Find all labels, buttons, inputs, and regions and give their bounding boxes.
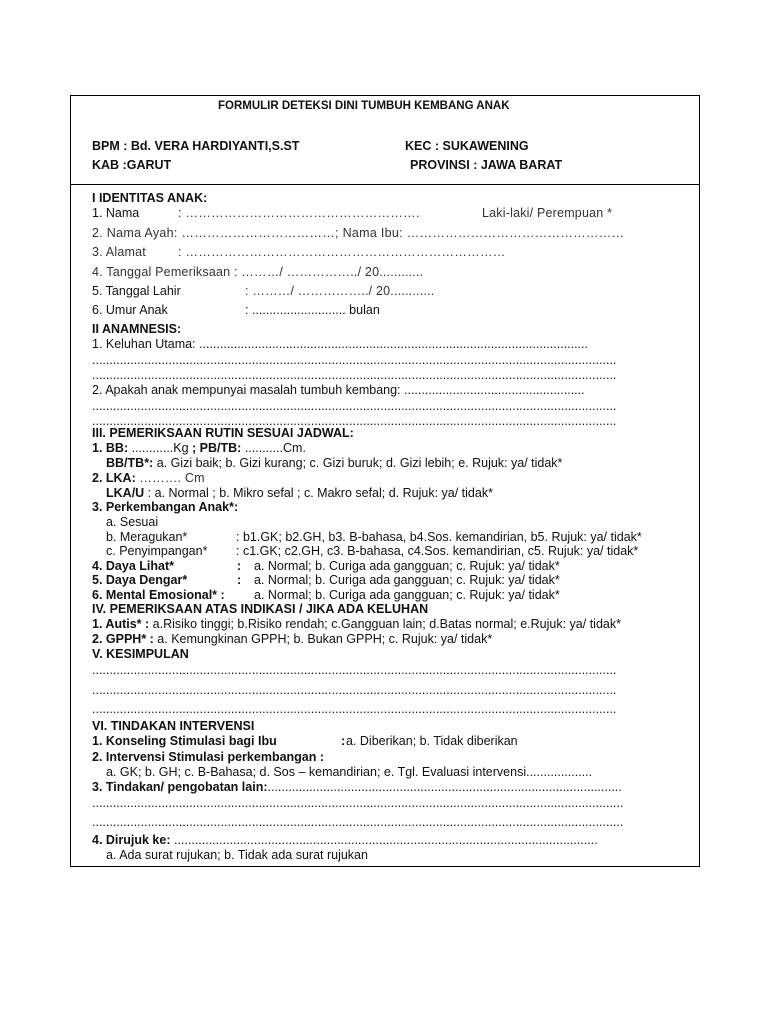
pengobatan-field[interactable]: ...................................................................................................... [267, 780, 622, 794]
mental-emosional-label: 6. Mental Emosional* : [92, 588, 225, 602]
masalah-tumbuh-kembang-field[interactable]: 2. Apakah anak mempunyai masalah tumbuh kembang: .................................................... [92, 383, 585, 397]
bbtb-label: BB/TB*: [106, 456, 154, 470]
section-kesimpulan-heading: V. KESIMPULAN [92, 647, 189, 661]
nama-label: 1. Nama [92, 206, 140, 220]
nama-ayah-ibu-field[interactable]: 2. Nama Ayah: ………………………………; Nama Ibu: …………………………………………… [92, 226, 625, 240]
mental-emosional-options[interactable]: a. Normal; b. Curiga ada gangguan; c. Rujuk: ya/ tidak* [254, 588, 560, 602]
perkembangan-penyimpangan-options[interactable]: : c1.GK; c2.GH, c3. B-bahasa, c4.Sos. kemandirian, c5. Rujuk: ya/ tidak* [236, 544, 639, 558]
lkau-label: LKA/U [106, 486, 145, 500]
section-tindakan-heading: VI. TINDAKAN INTERVENSI [92, 719, 255, 733]
dirujuk-field[interactable]: .......................................................................................................................... [170, 833, 598, 847]
section-anamnesis-heading: II ANAMNESIS: [92, 322, 182, 336]
tanggal-lahir-field[interactable]: : ………/ ……………../ 20............ [245, 284, 435, 298]
kab-label: KAB :GARUT [92, 158, 172, 172]
konseling-colon: : [341, 734, 346, 748]
alamat-label: 3. Alamat [92, 245, 146, 259]
dirujuk-label: 4. Dirujuk ke: [92, 833, 171, 847]
pengobatan-line-2[interactable]: ......................................................................................................................................................... [92, 815, 624, 829]
daya-dengar-label: 5. Daya Dengar* [92, 573, 188, 587]
masalah-line-1[interactable]: ....................................................................................................................................................... [92, 399, 617, 413]
bb-label: 1. BB: [92, 441, 129, 455]
kesimpulan-line-2[interactable]: ....................................................................................................................................................... [92, 683, 617, 697]
rujukan-options[interactable]: a. Ada surat rujukan; b. Tidak ada surat rujukan [106, 848, 368, 862]
perkembangan-penyimpangan-label: c. Penyimpangan* [106, 544, 208, 558]
gender-option[interactable]: Laki-laki/ Perempuan * [482, 206, 613, 220]
form-title: FORMULIR DETEKSI DINI TUMBUH KEMBANG ANAK [218, 100, 510, 112]
section-identitas-heading: I IDENTITAS ANAK: [92, 191, 208, 205]
perkembangan-meragukan-label: b. Meragukan* [106, 530, 188, 544]
section-pemeriksaan-heading: III. PEMERIKSAAN RUTIN SESUAI JADWAL: [92, 426, 354, 440]
alamat-field[interactable]: : ………………………………………………………………… [178, 245, 506, 259]
pbtb-label: ; PB/TB: [192, 441, 242, 455]
lka-field[interactable]: ………. Cm [135, 471, 205, 485]
konseling-label: 1. Konseling Stimulasi bagi Ibu [92, 734, 277, 748]
bbtb-row[interactable] [106, 456, 562, 470]
gpph-label: 2. GPPH* : [92, 632, 154, 646]
autis-options[interactable]: a.Risiko tinggi; b.Risiko rendah; c.Gangguan lain; d.Batas normal; e.Rujuk: ya/ tidak* [149, 617, 621, 631]
intervensi-options[interactable]: a. GK; b. GH; c. B-Bahasa; d. Sos – kemandirian; e. Tgl. Evaluasi intervensi................... [106, 765, 593, 779]
provinsi-label: PROVINSI : JAWA BARAT [410, 158, 563, 172]
tanggal-lahir-label: 5. Tanggal Lahir [92, 284, 181, 298]
autis-row[interactable] [92, 617, 621, 631]
autis-label: 1. Autis* : [92, 617, 150, 631]
keluhan-utama-field[interactable]: 1. Keluhan Utama: ................................................................................................................ [92, 337, 588, 351]
pengobatan-line-1[interactable]: ......................................................................................................................................................... [92, 796, 624, 810]
section-indikasi-heading: IV. PEMERIKSAAN ATAS INDIKASI / JIKA ADA KELUHAN [92, 602, 429, 616]
lka-row[interactable] [92, 471, 205, 485]
bbtb-options[interactable]: a. Gizi baik; b. Gizi kurang; c. Gizi buruk; d. Gizi lebih; e. Rujuk: ya/ tidak* [153, 456, 563, 470]
perkembangan-meragukan-options[interactable]: : b1.GK; b2.GH, b3. B-bahasa, b4.Sos. kemandirian, b5. Rujuk: ya/ tidak* [236, 530, 642, 544]
pbtb-field[interactable]: ...........Cm. [241, 441, 306, 455]
daya-dengar-options[interactable]: a. Normal; b. Curiga ada gangguan; c. Rujuk: ya/ tidak* [254, 573, 560, 587]
perkembangan-sesuai[interactable]: a. Sesuai [106, 515, 159, 529]
dirujuk-row[interactable] [92, 833, 598, 847]
gpph-options[interactable]: a. Kemungkinan GPPH; b. Bukan GPPH; c. Rujuk: ya/ tidak* [153, 632, 493, 646]
nama-field[interactable]: : ………………………………………………. [178, 206, 420, 220]
masalah-line-2[interactable]: ....................................................................................................................................................... [92, 414, 617, 428]
umur-field[interactable]: : ........................... bulan [245, 303, 380, 317]
kec-label: KEC : SUKAWENING [405, 139, 529, 153]
bpm-label: BPM : Bd. VERA HARDIYANTI,S.ST [92, 139, 300, 153]
kesimpulan-line-3[interactable]: ....................................................................................................................................................... [92, 702, 617, 716]
daya-lihat-label: 4. Daya Lihat* [92, 559, 174, 573]
daya-dengar-colon: : [237, 573, 242, 587]
konseling-options[interactable]: a. Diberikan; b. Tidak diberikan [346, 734, 518, 748]
lkau-row[interactable] [106, 486, 493, 500]
lkau-options[interactable]: : a. Normal ; b. Mikro sefal ; c. Makro sefal; d. Rujuk: ya/ tidak* [144, 486, 493, 500]
gpph-row[interactable] [92, 632, 492, 646]
tanggal-pemeriksaan-field[interactable]: 4. Tanggal Pemeriksaan : ………/ ……………../ 20............ [92, 265, 424, 279]
umur-label: 6. Umur Anak [92, 303, 168, 317]
bb-field[interactable]: ............Kg [128, 441, 193, 455]
daya-lihat-colon: : [237, 559, 242, 573]
keluhan-line-1[interactable]: ....................................................................................................................................................... [92, 353, 617, 367]
kesimpulan-line-1[interactable]: ....................................................................................................................................................... [92, 663, 617, 677]
pengobatan-row[interactable] [92, 780, 622, 794]
keluhan-line-2[interactable]: ....................................................................................................................................................... [92, 368, 617, 382]
bb-pbtb-row[interactable] [92, 441, 306, 455]
daya-lihat-options[interactable]: a. Normal; b. Curiga ada gangguan; c. Rujuk: ya/ tidak* [254, 559, 560, 573]
lka-label: 2. LKA: [92, 471, 136, 485]
perkembangan-label: 3. Perkembangan Anak*: [92, 500, 239, 514]
pengobatan-label: 3. Tindakan/ pengobatan lain: [92, 780, 268, 794]
intervensi-label: 2. Intervensi Stimulasi perkembangan : [92, 750, 325, 764]
